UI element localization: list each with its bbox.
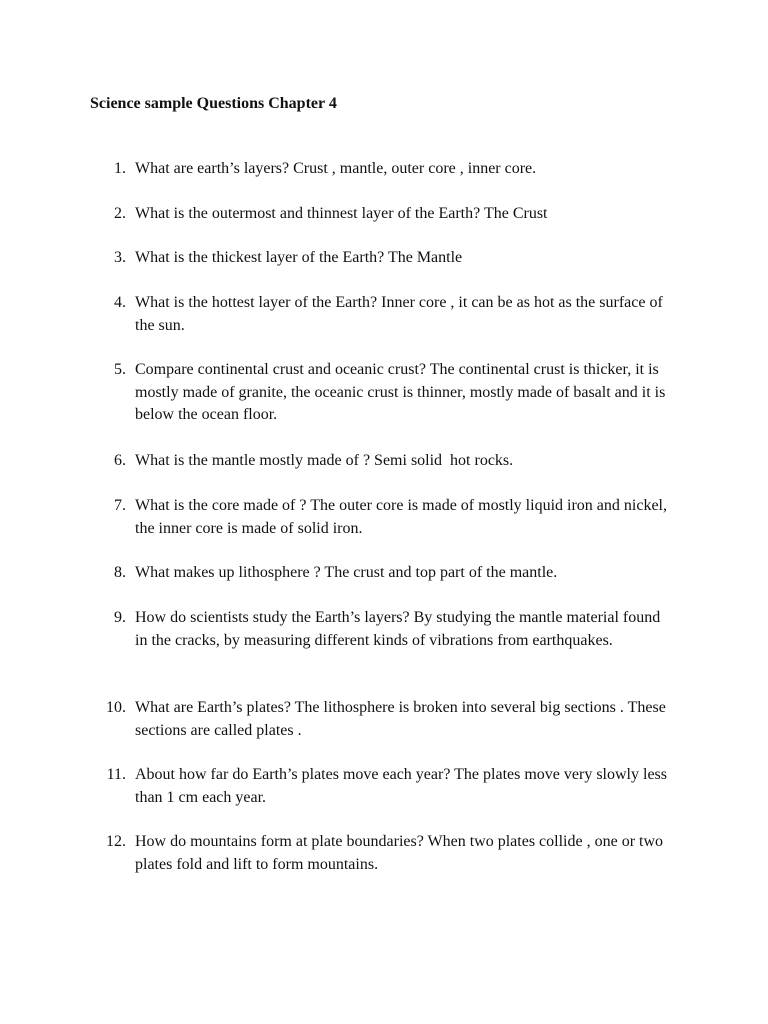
question-number: 8. [114,564,126,581]
question-number: 1. [114,160,126,177]
question-number: 3. [114,249,126,266]
question-number: 4. [114,294,126,311]
question-number: 12. [106,833,126,850]
question-text: Compare continental crust and oceanic crust? The continental crust is thicker, it is mostly made of granite, the oceanic crust is thinner, mostly made of basalt and it is below the ocean floor. [135,361,666,423]
question-number: 9. [114,609,126,626]
question-text: What is the outermost and thinnest layer of the Earth? The Crust [135,205,548,222]
question-number: 11. [106,766,126,783]
question-text: How do scientists study the Earth’s layers? By studying the mantle material found in the cracks, by measuring different kinds of vibrations from earthquakes. [135,609,661,649]
question-text: What makes up lithosphere ? The crust and top part of the mantle. [135,564,558,581]
question-number: 7. [114,497,126,514]
question-text: What is the thickest layer of the Earth? The Mantle [135,249,463,266]
question-text: What is the mantle mostly made of ? Semi solid hot rocks. [135,452,514,469]
question-number: 6. [114,452,126,469]
question-text: What are Earth’s plates? The lithosphere is broken into several big sections . These sections are called plates . [135,699,666,739]
question-number: 10. [106,699,126,716]
question-text: How do mountains form at plate boundaries? When two plates collide , one or two plates fold and lift to form mountains. [135,833,664,873]
question-number: 2. [114,205,126,222]
question-text: What is the hottest layer of the Earth? Inner core , it can be as hot as the surface of the sun. [135,294,663,334]
document-title: Science sample Questions Chapter 4 [90,95,337,112]
question-text: What is the core made of ? The outer core is made of mostly liquid iron and nickel, the inner core is made of solid iron. [135,497,667,537]
question-text: What are earth’s layers? Crust , mantle, outer core , inner core. [135,160,537,177]
question-text: About how far do Earth’s plates move each year? The plates move very slowly less than 1 cm each year. [135,766,667,806]
question-number: 5. [114,361,126,378]
